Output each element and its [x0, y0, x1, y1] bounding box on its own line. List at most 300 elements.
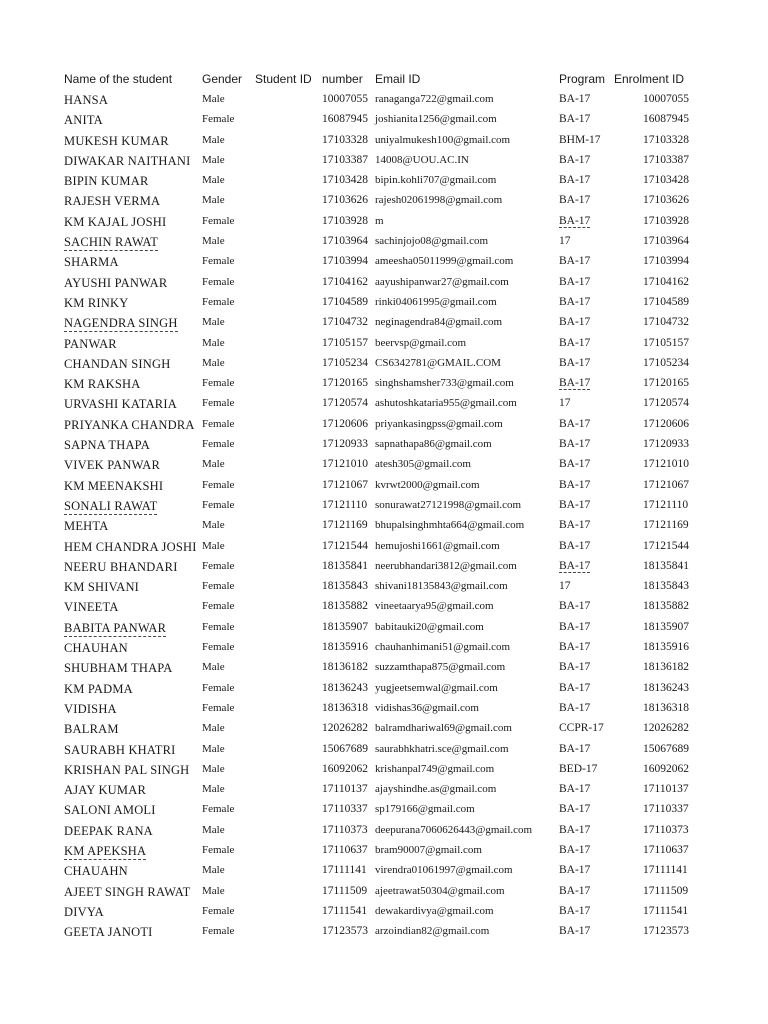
student-name: AJEET SINGH RAWAT	[64, 884, 191, 899]
table-row	[0, 922, 768, 942]
header-gender: Gender	[202, 72, 243, 86]
student-gender: Female	[202, 641, 235, 654]
student-gender: Male	[202, 153, 225, 166]
student-name: DIVYA	[64, 904, 104, 919]
student-name: BABITA PANWAR	[64, 620, 167, 635]
header-enrolment: Enrolment ID	[614, 72, 685, 86]
student-gender: Female	[202, 478, 235, 491]
table-row	[0, 679, 768, 699]
student-id: 17110373	[322, 823, 368, 836]
student-program: BA-17	[559, 925, 591, 938]
student-enrolment-id: 16087945	[643, 113, 689, 126]
student-program: BA-17	[559, 255, 591, 268]
student-id: 17120933	[322, 438, 368, 451]
student-gender: Male	[202, 356, 225, 369]
student-program: BA-17	[559, 864, 591, 877]
student-id: 17104589	[322, 295, 368, 308]
student-enrolment-id: 17103964	[643, 235, 689, 248]
student-program: BA-17	[559, 681, 591, 694]
student-name: KM SHIVANI	[64, 580, 140, 595]
student-id: 10007055	[322, 93, 368, 105]
student-id: 18135907	[322, 620, 368, 633]
student-email: ajayshindhe.as@gmail.com	[375, 783, 497, 796]
student-enrolment-id: 10007055	[643, 93, 689, 105]
student-id: 17103428	[322, 174, 368, 187]
student-id: 17121110	[322, 498, 368, 511]
student-name: SACHIN RAWAT	[64, 235, 159, 250]
student-gender: Female	[202, 904, 235, 917]
student-program: BA-17	[559, 194, 591, 207]
student-enrolment-id: 16092062	[643, 762, 689, 775]
student-name: KM RAKSHA	[64, 377, 141, 392]
student-program: BA-17	[559, 113, 591, 126]
student-program: BA-17	[559, 803, 591, 816]
student-enrolment-id: 17104589	[643, 295, 689, 308]
student-email: rajesh02061998@gmail.com	[375, 194, 503, 207]
student-email: vineetaarya95@gmail.com	[375, 600, 494, 613]
student-gender: Female	[202, 580, 235, 593]
student-id: 17121067	[322, 478, 368, 491]
student-name: VIVEK PANWAR	[64, 458, 161, 473]
student-program: BA-17	[559, 600, 591, 613]
student-email: deepurana7060626443@gmail.com	[375, 823, 533, 836]
student-program: BA-17	[559, 559, 591, 572]
student-name: BALRAM	[64, 722, 119, 737]
table-row	[0, 821, 768, 841]
student-name: KM RINKY	[64, 295, 129, 310]
table-row	[0, 374, 768, 394]
student-id: 17121544	[322, 539, 368, 552]
student-program: 17	[559, 397, 571, 410]
table-row	[0, 394, 768, 414]
student-gender: Female	[202, 214, 235, 227]
table-row	[0, 719, 768, 739]
student-id: 12026282	[322, 722, 368, 735]
student-name: SHARMA	[64, 255, 119, 270]
student-name: HANSA	[64, 93, 109, 107]
student-id: 17110337	[322, 803, 368, 816]
student-email: beervsp@gmail.com	[375, 336, 467, 349]
student-id: 17121169	[322, 519, 368, 532]
student-email: yugjeetsemwal@gmail.com	[375, 681, 498, 694]
table-row	[0, 638, 768, 658]
student-gender: Male	[202, 661, 225, 674]
table-row	[0, 455, 768, 475]
student-name: PANWAR	[64, 336, 117, 351]
student-name: NAGENDRA SINGH	[64, 316, 178, 331]
student-name: CHAUHAN	[64, 641, 128, 656]
student-name: URVASHI KATARIA	[64, 397, 177, 412]
student-program: BA-17	[559, 641, 591, 654]
student-name: KM APEKSHA	[64, 843, 147, 858]
student-gender: Female	[202, 377, 235, 390]
student-gender: Male	[202, 722, 225, 735]
student-email: sachinjojo08@gmail.com	[375, 235, 489, 248]
header-student-id: Student ID	[255, 72, 312, 86]
student-name: ANITA	[64, 113, 103, 128]
table-row	[0, 415, 768, 435]
student-email: sonurawat27121998@gmail.com	[375, 498, 522, 511]
student-name: PRIYANKA CHANDRA	[64, 417, 195, 432]
student-name: CHANDAN SINGH	[64, 356, 171, 371]
student-program: BA-17	[559, 458, 591, 471]
table-row	[0, 841, 768, 861]
student-enrolment-id: 17104732	[643, 316, 689, 329]
student-program: BA-17	[559, 620, 591, 633]
student-email: arzoindian82@gmail.com	[375, 925, 490, 938]
student-email: virendra01061997@gmail.com	[375, 864, 513, 877]
student-program: BA-17	[559, 823, 591, 836]
table-row	[0, 313, 768, 333]
student-name: AJAY KUMAR	[64, 783, 146, 798]
student-gender: Male	[202, 864, 225, 877]
student-email: bhupalsinghmhta664@gmail.com	[375, 519, 525, 532]
student-id: 16092062	[322, 762, 368, 775]
table-row	[0, 273, 768, 293]
student-email: atesh305@gmail.com	[375, 458, 471, 471]
student-program: 17	[559, 580, 571, 593]
student-program: CCPR-17	[559, 722, 604, 735]
student-id: 17111509	[322, 884, 368, 897]
table-row	[0, 516, 768, 536]
student-id: 16087945	[322, 113, 368, 126]
student-enrolment-id: 18135907	[643, 620, 689, 633]
student-program: BA-17	[559, 153, 591, 166]
student-program: BA-17	[559, 336, 591, 349]
student-email: neerubhandari3812@gmail.com	[375, 559, 517, 572]
student-enrolment-id: 17105234	[643, 356, 689, 369]
student-enrolment-id: 17123573	[643, 925, 689, 938]
student-id: 17103328	[322, 133, 368, 146]
header-email: Email ID	[375, 72, 421, 86]
student-id: 17111541	[322, 904, 368, 917]
student-email: uniyalmukesh100@gmail.com	[375, 133, 511, 146]
student-enrolment-id: 17103428	[643, 174, 689, 187]
student-name: SAPNA THAPA	[64, 438, 150, 453]
student-email: suzzamthapa875@gmail.com	[375, 661, 506, 674]
table-row	[0, 861, 768, 881]
student-email: ranaganga722@gmail.com	[375, 93, 494, 105]
student-gender: Female	[202, 255, 235, 268]
student-email: sp179166@gmail.com	[375, 803, 475, 816]
student-id: 17120606	[322, 417, 368, 430]
student-enrolment-id: 17110373	[643, 823, 689, 836]
table-row	[0, 760, 768, 780]
student-email: rinki04061995@gmail.com	[375, 295, 497, 308]
student-email: ajeetrawat50304@gmail.com	[375, 884, 505, 897]
student-email: CS6342781@GMAIL.COM	[375, 356, 501, 369]
student-gender: Female	[202, 925, 235, 938]
table-row	[0, 151, 768, 171]
table-row	[0, 618, 768, 638]
student-enrolment-id: 17110637	[643, 843, 689, 856]
student-enrolment-id: 12026282	[643, 722, 689, 735]
student-name: BIPIN KUMAR	[64, 174, 149, 189]
student-gender: Male	[202, 194, 225, 207]
student-gender: Female	[202, 600, 235, 613]
table-row	[0, 496, 768, 516]
student-id: 17110637	[322, 843, 368, 856]
student-email: babitauki20@gmail.com	[375, 620, 484, 633]
student-enrolment-id: 15067689	[643, 742, 689, 755]
table-row	[0, 557, 768, 577]
student-enrolment-id: 18135882	[643, 600, 689, 613]
student-email: joshianita1256@gmail.com	[375, 113, 497, 126]
student-name: DIWAKAR NAITHANI	[64, 153, 191, 168]
student-id: 17120574	[322, 397, 368, 410]
student-email: aayushipanwar27@gmail.com	[375, 275, 509, 288]
student-gender: Male	[202, 762, 225, 775]
student-gender: Female	[202, 843, 235, 856]
student-enrolment-id: 17111541	[643, 904, 689, 917]
table-row	[0, 658, 768, 678]
student-name: KM PADMA	[64, 681, 133, 696]
student-id: 17123573	[322, 925, 368, 938]
student-name: KRISHAN PAL SINGH	[64, 762, 190, 777]
student-name: SHUBHAM THAPA	[64, 661, 173, 676]
student-email: balramdhariwal69@gmail.com	[375, 722, 512, 735]
student-email: sapnathapa86@gmail.com	[375, 438, 492, 451]
student-id: 17104732	[322, 316, 368, 329]
table-row	[0, 212, 768, 232]
student-enrolment-id: 17110137	[643, 783, 689, 796]
table-row	[0, 131, 768, 151]
student-email: bipin.kohli707@gmail.com	[375, 174, 497, 187]
student-program: BA-17	[559, 783, 591, 796]
student-enrolment-id: 17103994	[643, 255, 689, 268]
student-name: CHAUAHN	[64, 864, 128, 879]
student-program: BA-17	[559, 93, 591, 105]
student-gender: Female	[202, 438, 235, 451]
student-id: 18135841	[322, 559, 368, 572]
table-row	[0, 577, 768, 597]
student-email: 14008@UOU.AC.IN	[375, 153, 469, 166]
student-program: BA-17	[559, 701, 591, 714]
table-row	[0, 476, 768, 496]
student-email: ameesha05011999@gmail.com	[375, 255, 514, 268]
student-email: saurabhkhatri.sce@gmail.com	[375, 742, 509, 755]
student-gender: Male	[202, 93, 225, 105]
student-table-body	[0, 90, 768, 942]
student-id: 17103387	[322, 153, 368, 166]
student-enrolment-id: 17103387	[643, 153, 689, 166]
student-id: 17121010	[322, 458, 368, 471]
student-name: DEEPAK RANA	[64, 823, 153, 838]
student-enrolment-id: 17105157	[643, 336, 689, 349]
student-program: BA-17	[559, 661, 591, 674]
student-program: BA-17	[559, 884, 591, 897]
student-id: 17110137	[322, 783, 368, 796]
student-id: 18136318	[322, 701, 368, 714]
student-gender: Female	[202, 113, 235, 126]
student-id: 17105234	[322, 356, 368, 369]
table-row	[0, 334, 768, 354]
student-gender: Male	[202, 519, 225, 532]
table-header	[0, 70, 768, 90]
student-gender: Male	[202, 742, 225, 755]
student-gender: Female	[202, 275, 235, 288]
student-program: BHM-17	[559, 133, 601, 146]
student-id: 17120165	[322, 377, 368, 390]
student-email: krishanpal749@gmail.com	[375, 762, 495, 775]
table-row	[0, 902, 768, 922]
student-program: BA-17	[559, 438, 591, 451]
table-row	[0, 90, 768, 110]
table-row	[0, 537, 768, 557]
table-row	[0, 191, 768, 211]
student-name: VINEETA	[64, 600, 119, 615]
student-name: SONALI RAWAT	[64, 498, 158, 513]
student-gender: Male	[202, 316, 225, 329]
student-enrolment-id: 17104162	[643, 275, 689, 288]
student-gender: Male	[202, 539, 225, 552]
student-program: BA-17	[559, 478, 591, 491]
student-gender: Female	[202, 397, 235, 410]
student-email: ashutoshkataria955@gmail.com	[375, 397, 517, 410]
student-id: 18136243	[322, 681, 368, 694]
student-program: BA-17	[559, 904, 591, 917]
student-id: 17103964	[322, 235, 368, 248]
table-row	[0, 435, 768, 455]
student-program: BA-17	[559, 417, 591, 430]
student-id: 17105157	[322, 336, 368, 349]
table-row	[0, 293, 768, 313]
student-gender: Male	[202, 884, 225, 897]
student-id: 17103994	[322, 255, 368, 268]
student-enrolment-id: 17121010	[643, 458, 689, 471]
student-program: BA-17	[559, 295, 591, 308]
student-program: BA-17	[559, 377, 591, 390]
student-gender: Female	[202, 498, 235, 511]
student-program: BA-17	[559, 356, 591, 369]
student-enrolment-id: 17121067	[643, 478, 689, 491]
student-program: BA-17	[559, 742, 591, 755]
student-program: BA-17	[559, 174, 591, 187]
table-row	[0, 740, 768, 760]
student-gender: Female	[202, 681, 235, 694]
student-id: 18135882	[322, 600, 368, 613]
student-email: kvrwt2000@gmail.com	[375, 478, 480, 491]
student-program: 17	[559, 235, 571, 248]
table-row	[0, 699, 768, 719]
student-gender: Female	[202, 295, 235, 308]
table-row	[0, 354, 768, 374]
student-email: dewakardivya@gmail.com	[375, 904, 494, 917]
student-name: VIDISHA	[64, 701, 117, 716]
student-name: RAJESH VERMA	[64, 194, 161, 209]
student-enrolment-id: 17121110	[643, 498, 689, 511]
student-enrolment-id: 18136243	[643, 681, 689, 694]
student-email: bram90007@gmail.com	[375, 843, 482, 856]
student-program: BA-17	[559, 275, 591, 288]
student-name: NEERU BHANDARI	[64, 559, 178, 574]
student-name: SALONI AMOLI	[64, 803, 156, 818]
table-row	[0, 252, 768, 272]
student-id: 17111141	[322, 864, 367, 877]
student-gender: Male	[202, 458, 225, 471]
student-email: chauhanhimani51@gmail.com	[375, 641, 511, 654]
student-name: MUKESH KUMAR	[64, 133, 169, 148]
student-gender: Male	[202, 235, 225, 248]
student-program: BA-17	[559, 519, 591, 532]
header-number: number	[322, 72, 363, 86]
student-name: SAURABH KHATRI	[64, 742, 176, 757]
student-name: KM KAJAL JOSHI	[64, 214, 167, 229]
student-enrolment-id: 18135916	[643, 641, 689, 654]
student-id: 18135843	[322, 580, 368, 593]
student-gender: Female	[202, 803, 235, 816]
student-email: hemujoshi1661@gmail.com	[375, 539, 500, 552]
student-enrolment-id: 17120933	[643, 438, 689, 451]
header-name: Name of the student	[64, 72, 173, 86]
student-id: 18135916	[322, 641, 368, 654]
student-gender: Male	[202, 823, 225, 836]
student-name: MEHTA	[64, 519, 109, 534]
student-gender: Female	[202, 620, 235, 633]
student-id: 17103928	[322, 214, 368, 227]
student-gender: Male	[202, 174, 225, 187]
student-name: KM MEENAKSHI	[64, 478, 164, 493]
header-program: Program	[559, 72, 606, 86]
table-row	[0, 882, 768, 902]
student-program: BA-17	[559, 539, 591, 552]
student-enrolment-id: 17111509	[643, 884, 689, 897]
student-enrolment-id: 17110337	[643, 803, 689, 816]
student-enrolment-id: 17120574	[643, 397, 689, 410]
student-enrolment-id: 18136182	[643, 661, 689, 674]
student-name: GEETA JANOTI	[64, 925, 153, 940]
student-enrolment-id: 17120165	[643, 377, 689, 390]
table-row	[0, 800, 768, 820]
student-program: BA-17	[559, 214, 591, 227]
student-program: BED-17	[559, 762, 598, 775]
table-row	[0, 232, 768, 252]
student-id: 15067689	[322, 742, 368, 755]
table-row	[0, 597, 768, 617]
student-enrolment-id: 17103626	[643, 194, 689, 207]
student-program: BA-17	[559, 316, 591, 329]
student-email: shivani18135843@gmail.com	[375, 580, 508, 593]
student-gender: Male	[202, 336, 225, 349]
student-email: m	[375, 214, 384, 227]
student-id: 17104162	[322, 275, 368, 288]
table-row	[0, 171, 768, 191]
student-gender: Female	[202, 559, 235, 572]
student-name: HEM CHANDRA JOSHI	[64, 539, 197, 554]
student-enrolment-id: 17121169	[643, 519, 689, 532]
table-row	[0, 110, 768, 130]
student-name: AYUSHI PANWAR	[64, 275, 168, 290]
student-program: BA-17	[559, 498, 591, 511]
student-gender: Female	[202, 701, 235, 714]
student-id: 18136182	[322, 661, 368, 674]
student-program: BA-17	[559, 843, 591, 856]
student-gender: Female	[202, 417, 235, 430]
student-email: priyankasingpss@gmail.com	[375, 417, 503, 430]
student-email: vidishas36@gmail.com	[375, 701, 479, 714]
table-row	[0, 780, 768, 800]
student-gender: Male	[202, 783, 225, 796]
student-enrolment-id: 18135841	[643, 559, 689, 572]
student-enrolment-id: 18136318	[643, 701, 689, 714]
student-enrolment-id: 17121544	[643, 539, 689, 552]
student-email: neginagendra84@gmail.com	[375, 316, 503, 329]
student-gender: Male	[202, 133, 225, 146]
student-enrolment-id: 18135843	[643, 580, 689, 593]
student-enrolment-id: 17103328	[643, 133, 689, 146]
student-enrolment-id: 17111141	[643, 864, 688, 877]
student-id: 17103626	[322, 194, 368, 207]
